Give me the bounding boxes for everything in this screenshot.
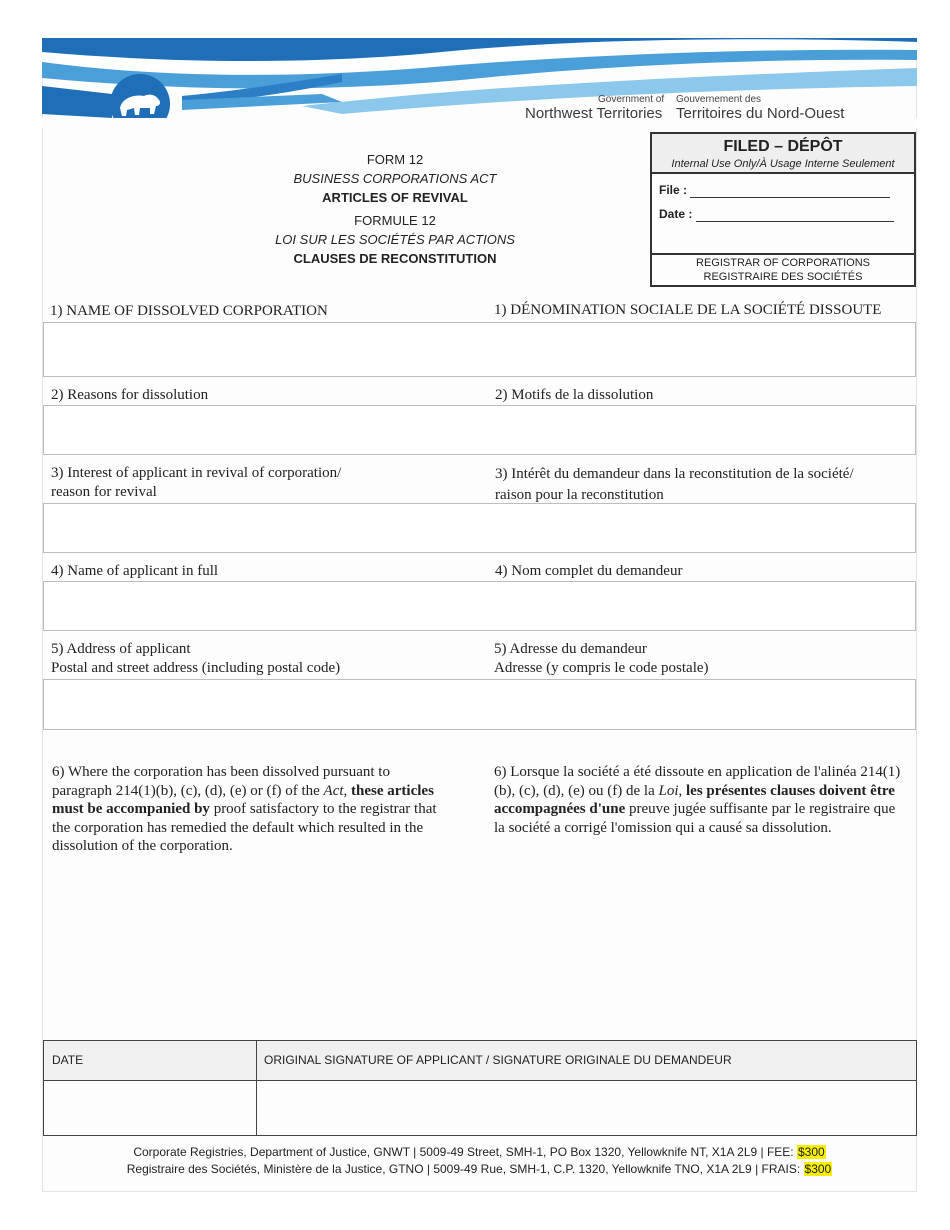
applicant-name-field[interactable] [43, 581, 916, 631]
fee-fr: $300 [804, 1162, 832, 1176]
applicant-interest-field[interactable] [43, 503, 916, 553]
registrar-fr: REGISTRAIRE DES SOCIÉTÉS [703, 271, 863, 283]
dissolution-reasons-field[interactable] [43, 405, 916, 455]
date-label: Date : [659, 207, 693, 221]
section-5-label-fr [494, 640, 709, 678]
section-1-label-fr: 1) DÉNOMINATION SOCIALE DE LA SOCIÉTÉ DISSOUTE [494, 302, 882, 318]
section-3-label-en-line1: 3) Interest of applicant in revival of corporation/ [51, 465, 342, 481]
section-3-label-fr-line2: raison pour la reconstitution [495, 487, 664, 503]
file-row [652, 178, 914, 202]
accompaniment-requirement-fr: les présentes clauses doivent être accompagnées d'une [494, 782, 895, 818]
signature-table [43, 1040, 917, 1136]
section-3-label-en-line2: reason for revival [51, 484, 157, 500]
footer-fr: Registraire des Sociétés, Ministère de la Justice, GTNO | 5009-49 Rue, SMH-1, C.P. 1320, Yellowknife TNO, X1A 2L9 | FRAIS: $300 [126, 1162, 832, 1176]
gov-fr-small: Gouvernement des [676, 94, 762, 105]
act-name-en: BUSINESS CORPORATIONS ACT [293, 171, 497, 186]
section-5-label-fr-line2: Adresse (y compris le code postale) [494, 660, 709, 676]
form-title [245, 150, 545, 268]
section-3-label-fr [495, 464, 854, 506]
fee-en: $300 [797, 1145, 825, 1159]
act-reference: Act [323, 782, 344, 799]
date-row [652, 202, 914, 226]
gov-en-name: Northwest Territories [525, 105, 663, 122]
gov-en-small: Government of [598, 94, 665, 105]
registrar-en: REGISTRAR OF CORPORATIONS [696, 257, 870, 269]
gov-fr-name: Territoires du Nord-Ouest [676, 105, 845, 122]
footer-en: Corporate Registries, Department of Justice, GNWT | 5009-49 Street, SMH-1, PO Box 1320, Yellowknife NT, X1A 2L9 | FEE: $300 [133, 1145, 825, 1159]
section-4-label-en: 4) Name of applicant in full [51, 563, 219, 579]
section-5-label-en-line2: Postal and street address (including postal code) [51, 660, 341, 676]
signature-date-field[interactable] [44, 1081, 255, 1136]
signature-column-header: ORIGINAL SIGNATURE OF APPLICANT / SIGNATURE ORIGINALE DU DEMANDEUR [264, 1053, 732, 1067]
form-name-en: ARTICLES OF REVIVAL [322, 190, 468, 205]
section-5-label-en [51, 640, 340, 678]
section-5-label-fr-line1: 5) Adresse du demandeur [494, 641, 647, 657]
section-6-text-fr: 6) Lorsque la société a été dissoute en application de l'alinéa 214(1)(b), (c), (d), (e) ou (f) de la Loi, les présentes clauses doivent être accompagnées d'une preuve jugée suffisante par le registraire que la société a corrigé l'omission qui a causé sa dissolution. [494, 764, 901, 836]
loi-reference: Loi [658, 782, 679, 799]
form-name-fr: CLAUSES DE RECONSTITUTION [293, 251, 497, 266]
section-1-label-en: 1) NAME OF DISSOLVED CORPORATION [50, 303, 328, 319]
gov-fr-logo [676, 94, 844, 122]
accompaniment-requirement-en: these articles must be accompanied by [52, 782, 434, 818]
filed-box-header [652, 134, 914, 174]
filed-date-field[interactable] [696, 207, 894, 222]
act-name-fr: LOI SUR LES SOCIÉTÉS PAR ACTIONS [275, 232, 515, 247]
form-number-en: FORM 12 [366, 152, 424, 167]
registrar-label [652, 253, 914, 285]
section-5-label-en-line1: 5) Address of applicant [51, 641, 191, 657]
file-label: File : [659, 183, 688, 197]
filed-box [650, 132, 916, 287]
form-number-fr: FORMULE 12 [354, 213, 436, 228]
filed-subtitle: Internal Use Only/À Usage Interne Seulement [671, 158, 895, 170]
file-number-field[interactable] [690, 183, 890, 198]
section-2-label-fr: 2) Motifs de la dissolution [495, 387, 654, 403]
applicant-address-field[interactable] [43, 679, 916, 730]
filed-title: FILED – DÉPÔT [723, 138, 843, 155]
section-4-label-fr: 4) Nom complet du demandeur [495, 563, 683, 579]
section-3-label-fr-line1: 3) Intérêt du demandeur dans la reconstitution de la société/ [495, 466, 854, 482]
section-3-label-en [51, 464, 341, 502]
section-6-text-en: 6) Where the corporation has been dissolved pursuant to paragraph 214(1)(b), (c), (d), (e) or (f) of the Act, these articles must be accompanied by proof satisfactory to the registrar that the corporation has remedied the default which resulted in the dissolution of the corporation. [52, 764, 437, 855]
signature-field[interactable] [257, 1081, 916, 1136]
section-2-label-en: 2) Reasons for dissolution [51, 387, 209, 403]
gov-en-logo [525, 94, 664, 122]
corporation-name-field[interactable] [43, 322, 916, 377]
date-column-header: DATE [52, 1053, 84, 1067]
